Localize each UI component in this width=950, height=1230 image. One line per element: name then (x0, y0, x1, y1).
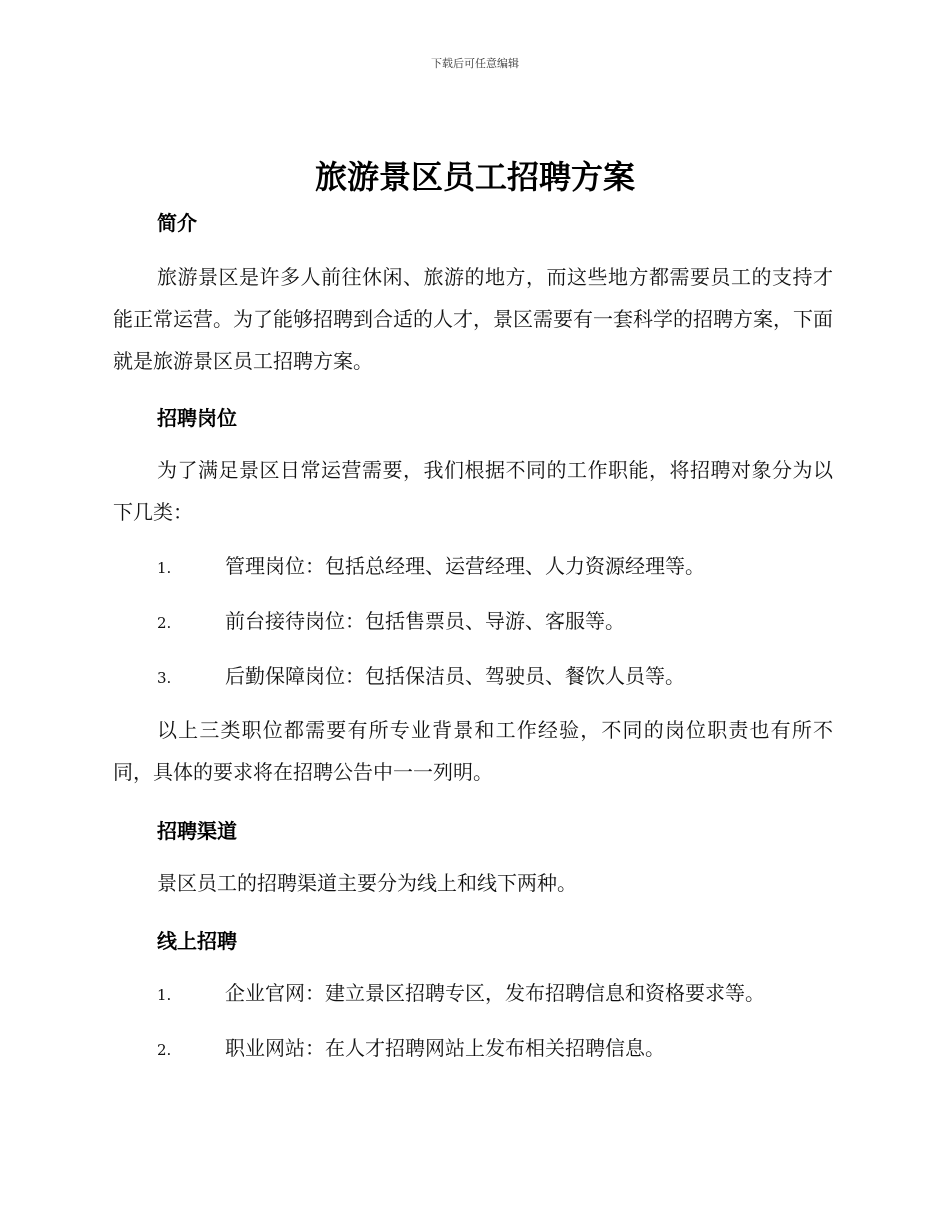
list-text: 企业官网：建立景区招聘专区，发布招聘信息和资格要求等。 (225, 981, 765, 1005)
positions-paragraph: 为了满足景区日常运营需要，我们根据不同的工作职能，将招聘对象分为以下几类： (113, 458, 833, 524)
section-heading-intro: 简介 (157, 211, 197, 235)
list-number: 1. (157, 986, 172, 1004)
list-text: 职业网站：在人才招聘网站上发布相关招聘信息。 (225, 1036, 665, 1060)
list-text: 前台接待岗位：包括售票员、导游、客服等。 (225, 609, 625, 633)
intro-paragraph: 旅游景区是许多人前往休闲、旅游的地方，而这些地方都需要员工的支持才能正常运营。为了能够招聘到合适的人才，景区需要有一套科学的招聘方案，下面就是旅游景区员工招聘方案。 (113, 265, 833, 373)
positions-closing-paragraph: 以上三类职位都需要有所专业背景和工作经验，不同的岗位职责也有所不同，具体的要求将在招聘公告中一一列明。 (113, 718, 833, 784)
document-title: 旅游景区员工招聘方案 (314, 158, 635, 196)
section-heading-positions: 招聘岗位 (157, 406, 237, 430)
page-header-note: 下载后可任意编辑 (431, 57, 519, 70)
list-text: 管理岗位：包括总经理、运营经理、人力资源经理等。 (225, 554, 705, 578)
list-number: 3. (157, 669, 172, 687)
list-number: 2. (157, 1041, 172, 1059)
list-number: 1. (157, 559, 172, 577)
channels-paragraph: 景区员工的招聘渠道主要分为线上和线下两种。 (157, 871, 577, 895)
list-number: 2. (157, 614, 172, 632)
list-text: 后勤保障岗位：包括保洁员、驾驶员、餐饮人员等。 (225, 664, 685, 688)
section-heading-channels: 招聘渠道 (157, 819, 237, 843)
section-heading-online: 线上招聘 (157, 929, 237, 953)
